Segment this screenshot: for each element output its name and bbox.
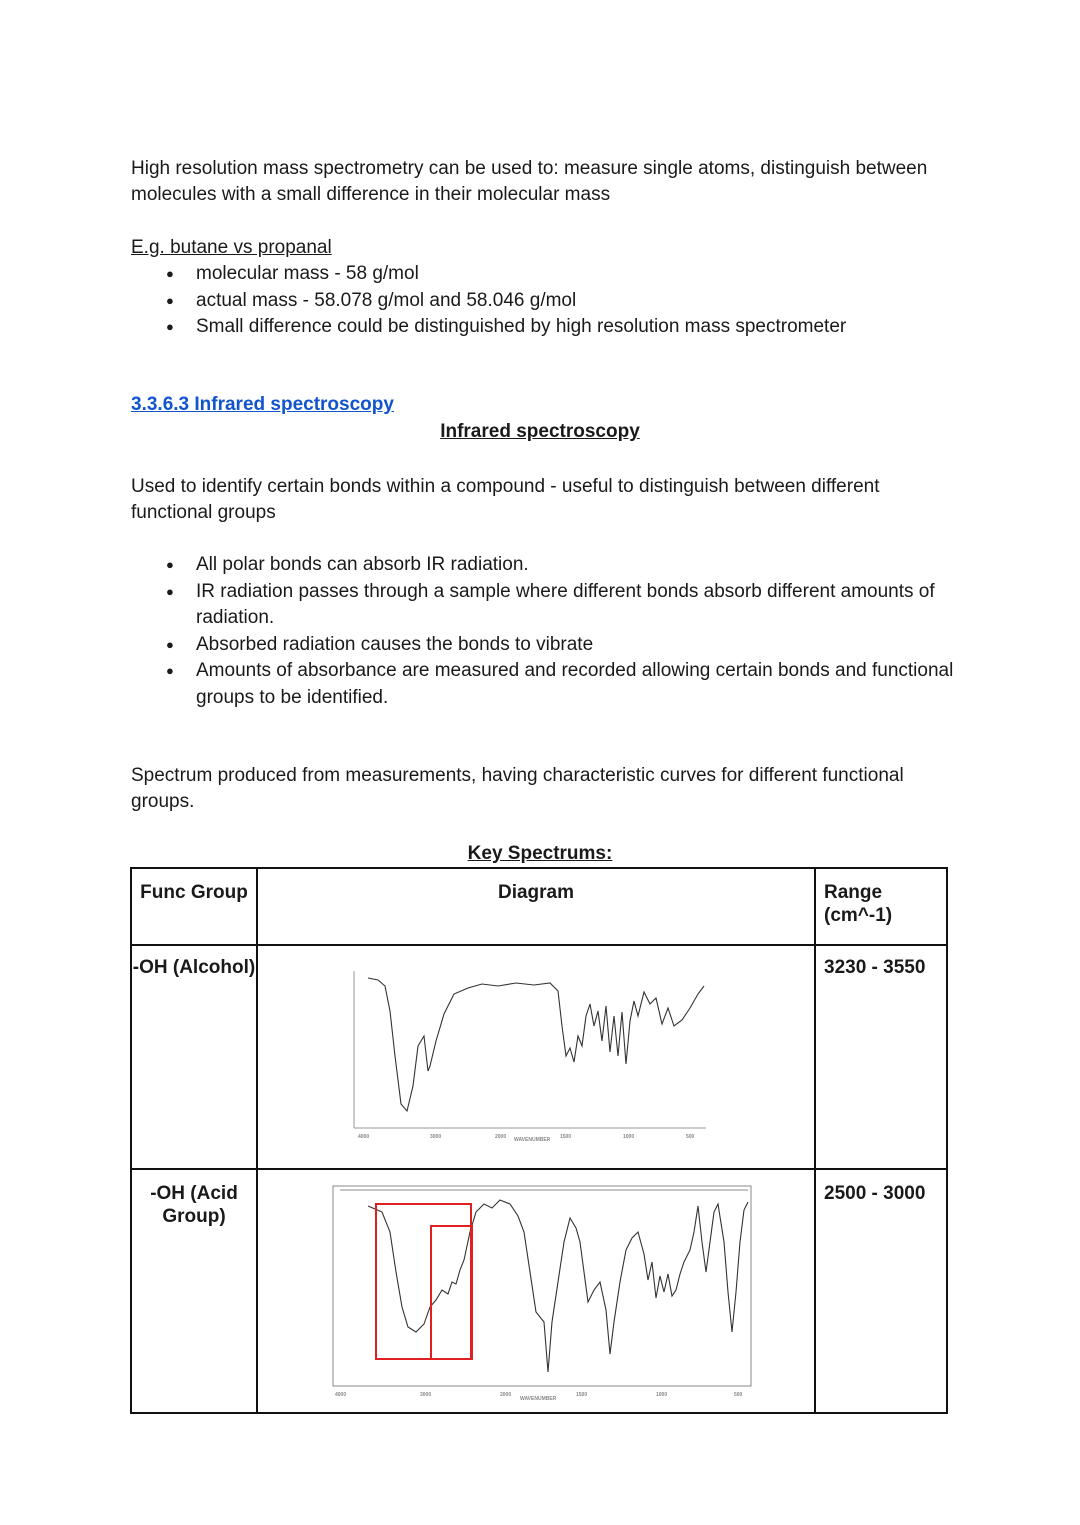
table-header-row bbox=[131, 868, 947, 945]
intro-paragraph: High resolution mass spectrometry can be used to: measure single atoms, distinguish between molecules with a small difference in their molecular mass bbox=[131, 158, 928, 205]
ir-bullet-list bbox=[131, 552, 961, 711]
header-range: Range (cm^-1) bbox=[815, 868, 947, 945]
svg-text:2000: 2000 bbox=[495, 1134, 507, 1140]
header-func-group: Func Group bbox=[131, 868, 257, 945]
svg-text:1500: 1500 bbox=[576, 1392, 588, 1398]
acid-ir-spectrum bbox=[258, 1182, 820, 1408]
example-heading: E.g. butane vs propanal bbox=[131, 237, 332, 258]
list-item: ● All polar bonds can absorb IR radiation. bbox=[131, 552, 961, 579]
list-item: ● Absorbed radiation causes the bonds to vibrate bbox=[131, 632, 961, 659]
svg-text:3000: 3000 bbox=[420, 1392, 432, 1398]
list-item: ● Amounts of absorbance are measured and recorded allowing certain bonds and functional groups to be identified. bbox=[131, 658, 961, 711]
example-bullet-list bbox=[131, 261, 961, 341]
svg-text:500: 500 bbox=[686, 1134, 695, 1140]
svg-text:1000: 1000 bbox=[623, 1134, 635, 1140]
key-spectrums-table bbox=[130, 867, 948, 1414]
svg-text:500: 500 bbox=[734, 1392, 743, 1398]
alcohol-spectrum-cell bbox=[257, 945, 815, 1169]
highlight-box-narrow bbox=[431, 1226, 472, 1359]
section-title: Infrared spectroscopy bbox=[440, 421, 640, 442]
svg-text:3000: 3000 bbox=[430, 1134, 442, 1140]
svg-text:2000: 2000 bbox=[500, 1392, 512, 1398]
table-row bbox=[131, 945, 947, 1169]
table-row bbox=[131, 1169, 947, 1413]
row-func-group: -OH (Acid Group) bbox=[131, 1169, 257, 1413]
svg-text:WAVENUMBER: WAVENUMBER bbox=[520, 1396, 557, 1402]
row-func-group: -OH (Alcohol) bbox=[131, 945, 257, 1169]
description-paragraph: Used to identify certain bonds within a compound - useful to distinguish between different functional groups bbox=[131, 476, 880, 523]
list-item: ● actual mass - 58.078 g/mol and 58.046 g/mol bbox=[131, 288, 961, 315]
spectrum-paragraph: Spectrum produced from measurements, having characteristic curves for different functional groups. bbox=[131, 765, 904, 812]
table-title: Key Spectrums: bbox=[467, 843, 613, 864]
alcohol-ir-spectrum bbox=[258, 956, 820, 1156]
header-diagram: Diagram bbox=[257, 868, 815, 945]
svg-text:1500: 1500 bbox=[560, 1134, 572, 1140]
row-range: 3230 - 3550 bbox=[815, 945, 947, 1169]
list-item: ● IR radiation passes through a sample where different bonds absorb different amounts of radiation. bbox=[131, 579, 961, 632]
svg-text:4000: 4000 bbox=[358, 1134, 370, 1140]
acid-spectrum-cell bbox=[257, 1169, 815, 1413]
svg-text:4000: 4000 bbox=[335, 1392, 347, 1398]
row-range: 2500 - 3000 bbox=[815, 1169, 947, 1413]
section-link[interactable]: 3.3.6.3 Infrared spectroscopy bbox=[131, 394, 394, 415]
list-item: ● Small difference could be distinguished by high resolution mass spectrometer bbox=[131, 314, 961, 341]
list-item: ● molecular mass - 58 g/mol bbox=[131, 261, 961, 288]
svg-text:WAVENUMBER: WAVENUMBER bbox=[514, 1137, 551, 1143]
svg-text:1000: 1000 bbox=[656, 1392, 668, 1398]
